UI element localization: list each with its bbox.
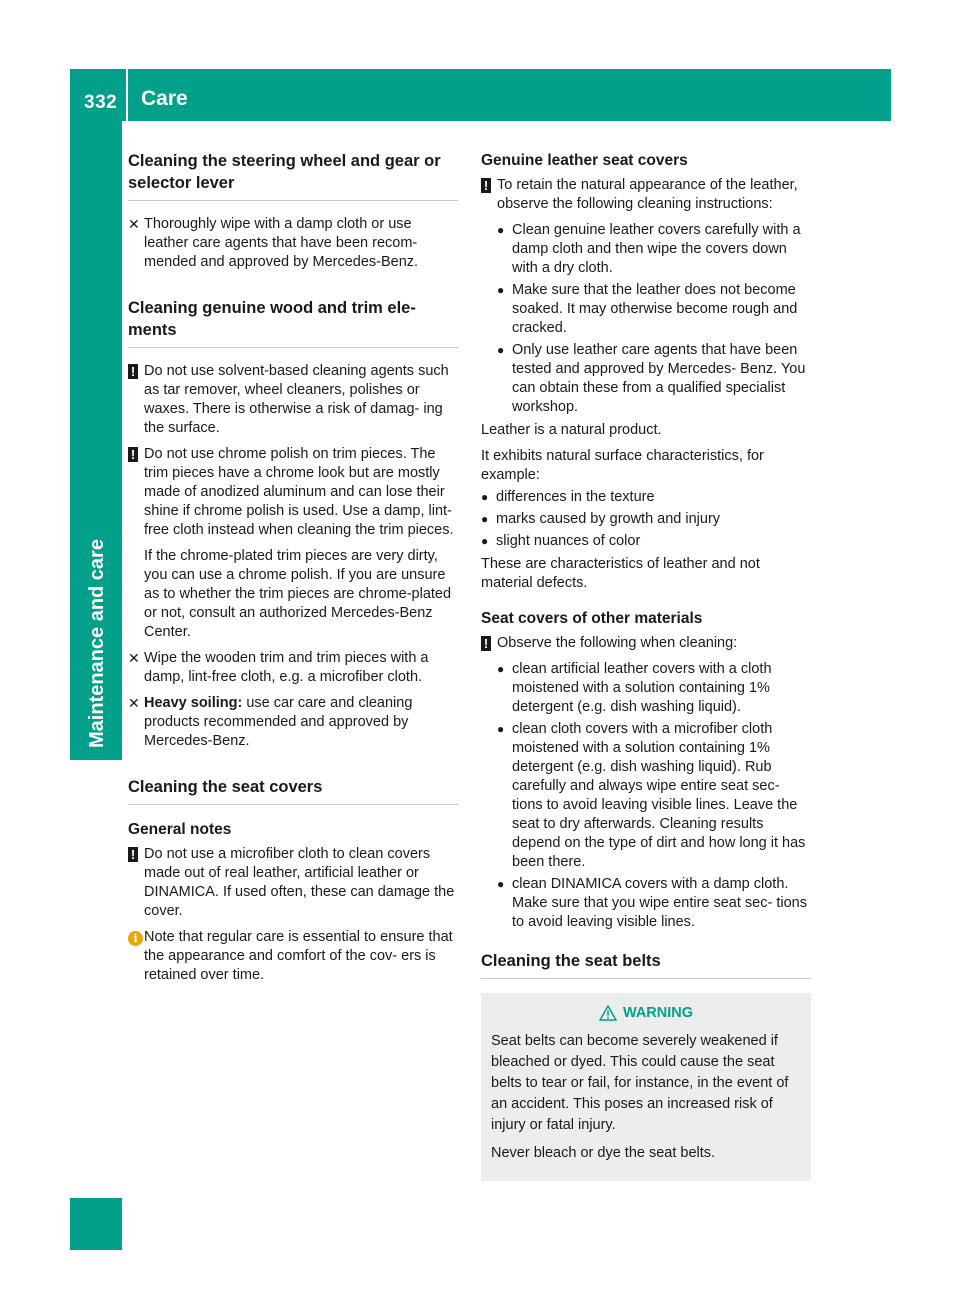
list-item: ● Only use leather care agents that have been tested and approved by Mercedes- Benz. You can obtain these from a qualified specialist workshop. xyxy=(497,342,806,415)
side-tab-gap xyxy=(70,760,122,1250)
list-item: ● slight nuances of color xyxy=(481,533,641,549)
side-tab-label: Maintenance and care xyxy=(86,539,108,748)
caution-note: ! Do not use solvent-based cleaning agents such as tar remover, wheel cleaners, polishes or waxes. There is otherwise a risk of damag- ing the surface. xyxy=(128,362,458,438)
exclamation-icon: ! xyxy=(481,636,491,651)
list-item: ● clean cloth covers with a microfiber cloth moistened with a solution containing 1% detergent (e.g. dish washing liquid). Rub carefully and always wipe entire seat sec- tions to avoid leaving visible lines. Leave the seat to dry afterwards. Cleaning results depend on the type of dirt and how long it has been there. xyxy=(497,721,806,870)
warning-header xyxy=(491,1005,801,1021)
subsection-title-other-materials: Seat covers of other materials xyxy=(481,610,703,627)
warning-box xyxy=(481,993,811,1181)
bullet-icon: ● xyxy=(497,223,505,237)
other-materials-list xyxy=(481,660,811,932)
caution-note: ! To retain the natural appearance of the leather, observe the following cleaning instructions: xyxy=(481,176,811,214)
caution-note: ! Do not use chrome polish on trim pieces. The trim pieces have a chrome look but are mostly made of anodized aluminum and can lose their shine if chrome polish is used. Use a damp, lint-free cloth instead when cleaning the trim pieces. xyxy=(128,445,458,540)
list-item: ● differences in the texture xyxy=(481,489,655,505)
info-icon: i xyxy=(128,931,143,946)
list-item: ● Make sure that the leather does not become soaked. It may otherwise become rough and cracked. xyxy=(497,282,798,336)
body-text: It exhibits natural surface characteristics, for example: xyxy=(481,448,764,483)
header-bar xyxy=(70,69,891,121)
subsection-title-leather: Genuine leather seat covers xyxy=(481,152,688,169)
caution-note: ! Observe the following when cleaning: xyxy=(481,634,811,653)
step-item: ✕ Wipe the wooden trim and trim pieces with a damp, lint-free cloth, e.g. a microfiber cloth. xyxy=(128,650,429,685)
exclamation-icon: ! xyxy=(128,447,138,462)
warning-text: Never bleach or dye the seat belts. xyxy=(491,1145,716,1161)
bullet-icon: ● xyxy=(497,662,505,676)
exclamation-icon: ! xyxy=(481,178,491,193)
step-arrow-icon: ✕ xyxy=(128,216,140,232)
step-item: ✕ Thoroughly wipe with a damp cloth or use leather care agents that have been recom- mended and approved by Mercedes-Benz. xyxy=(128,216,419,270)
caution-note-continued: If the chrome-plated trim pieces are very dirty, you can use a chrome polish. If you are unsure as to whether the trim pieces are chrome-plated or not, consult an authorized Mercedes-Benz Center. xyxy=(144,548,452,640)
section-title-seat-covers: Cleaning the seat covers xyxy=(128,776,458,805)
list-item: ● clean DINAMICA covers with a damp cloth. Make sure that you wipe entire seat sec- tions to avoid leaving visible lines. xyxy=(497,876,807,930)
step-arrow-icon: ✕ xyxy=(128,695,140,711)
section-title-seat-belts: Cleaning the seat belts xyxy=(481,950,811,979)
list-item: ● marks caused by growth and injury xyxy=(481,511,721,527)
header-divider xyxy=(126,69,128,121)
bullet-icon: ● xyxy=(481,512,489,526)
bullet-icon: ● xyxy=(481,534,489,548)
bullet-icon: ● xyxy=(497,877,505,891)
leather-instructions-list xyxy=(481,221,811,417)
caution-note: ! Do not use a microfiber cloth to clean covers made out of real leather, artificial leather or DINAMICA. If used often, these can damage the cover. xyxy=(128,845,458,921)
warning-triangle-icon xyxy=(599,1005,617,1021)
subsection-title-general-notes: General notes xyxy=(128,821,232,838)
warning-text: Seat belts can become severely weakened if bleached or dyed. This could cause the seat belts to tear or fail, for instance, in the event of an accident. This poses an increased risk of injury or fatal injury. xyxy=(491,1033,789,1133)
section-title-wood-trim: Cleaning genuine wood and trim ele- ments xyxy=(128,297,458,348)
leather-characteristics-list xyxy=(481,488,811,551)
warning-title: WARNING xyxy=(622,1005,694,1021)
exclamation-icon: ! xyxy=(128,847,138,862)
body-text: Leather is a natural product. xyxy=(481,422,662,438)
bullet-icon: ● xyxy=(481,490,489,504)
list-item: ● Clean genuine leather covers carefully with a damp cloth and then wipe the covers down with a dry cloth. xyxy=(497,222,801,276)
side-tab-marker xyxy=(70,1198,122,1250)
right-column xyxy=(481,150,811,1181)
list-item: ● clean artificial leather covers with a cloth moistened with a solution containing 1% detergent (e.g. dish washing liquid). xyxy=(497,661,772,715)
left-column xyxy=(128,150,458,992)
page-number: 332 xyxy=(84,92,118,113)
step-item: ✕ Heavy soiling: use car care and cleaning products recommended and approved by Mercedes-Benz. xyxy=(128,695,413,749)
chapter-title: Care xyxy=(141,87,188,110)
body-text: These are characteristics of leather and not material defects. xyxy=(481,556,760,591)
info-note: i Note that regular care is essential to ensure that the appearance and comfort of the cov- ers is retained over time. xyxy=(128,928,458,985)
bullet-icon: ● xyxy=(497,722,505,736)
step-arrow-icon: ✕ xyxy=(128,650,140,666)
section-title-steering-wheel: Cleaning the steering wheel and gear or selector lever xyxy=(128,150,458,201)
bullet-icon: ● xyxy=(497,283,505,297)
exclamation-icon: ! xyxy=(128,364,138,379)
bullet-icon: ● xyxy=(497,343,505,357)
